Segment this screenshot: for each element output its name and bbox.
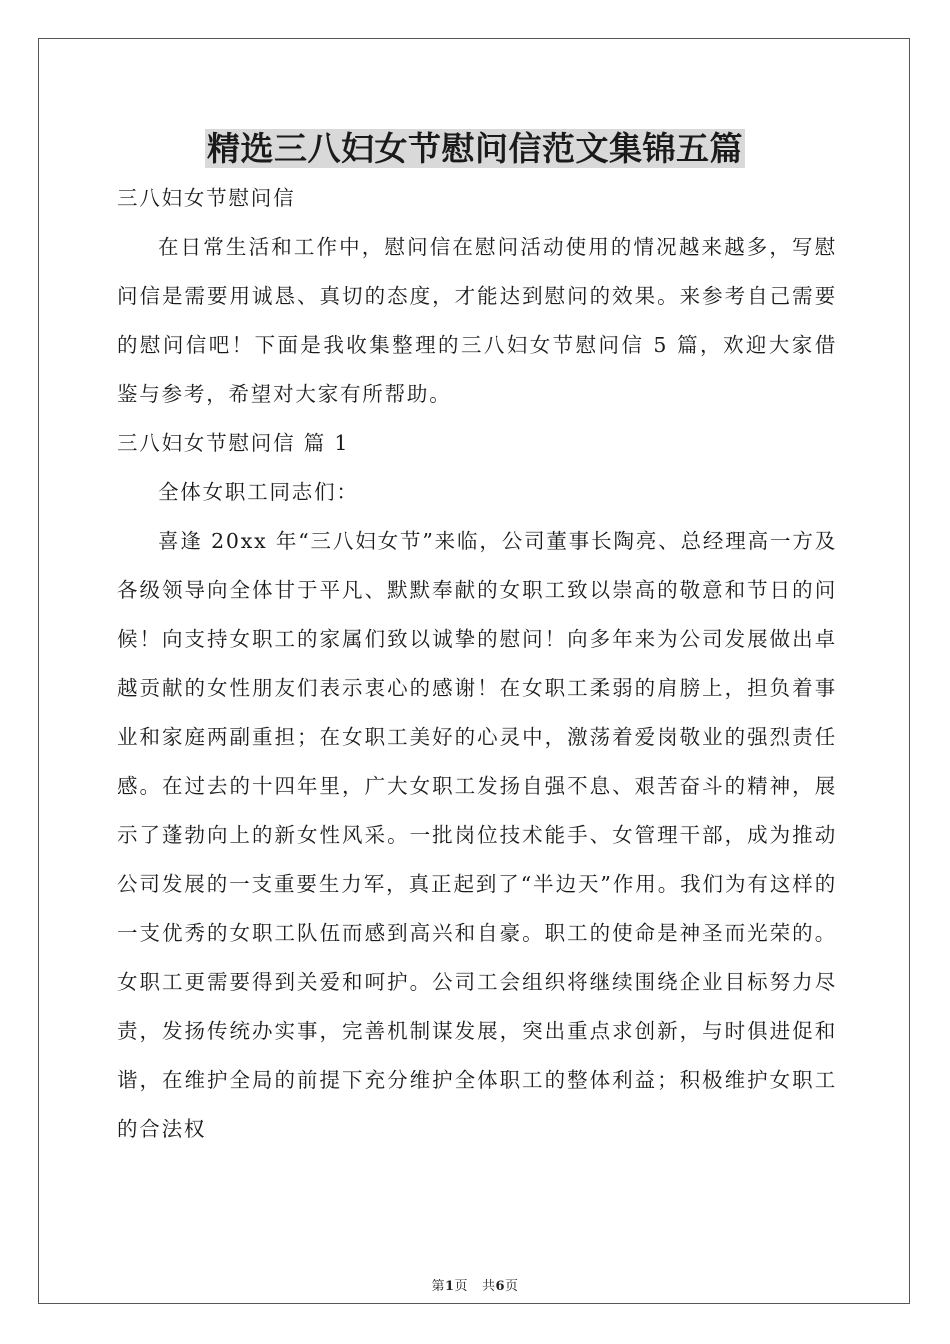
page-footer bbox=[0, 1275, 950, 1294]
page-prefix: 第 bbox=[431, 1279, 445, 1294]
total-pages: 6 bbox=[495, 1279, 506, 1294]
page-suffix: 页 bbox=[454, 1279, 469, 1294]
document-title-text: 精选三八妇女节慰问信范文集锦五篇 bbox=[207, 129, 743, 168]
document-body bbox=[117, 174, 837, 1154]
page-number: 1 bbox=[444, 1279, 455, 1294]
total-suffix: 页 bbox=[505, 1279, 519, 1294]
section-heading-letter-1: 三八妇女节慰问信 篇 1 bbox=[117, 431, 350, 455]
section-heading: 三八妇女节慰问信 bbox=[117, 186, 296, 210]
body-paragraph: 喜逢 20xx 年“三八妇女节”来临，公司董事长陶亮、总经理高一方及各级领导向全体甘于平凡、默默奉献的女职工致以崇高的敬意和节日的问候！向支持女职工的家属们致以诚挚的慰问！向多年来为公司发展做出卓越贡献的女性朋友们表示衷心的感谢！在女职工柔弱的肩膀上，担负着事业和家庭两副重担；在女职工美好的心灵中，激荡着爱岗敬业的强烈责任感。在过去的十四年里，广大女职工发扬自强不息、艰苦奋斗的精神，展示了蓬勃向上的新女性风采。一批岗位技术能手、女管理干部，成为推动公司发展的一支重要生力军，真正起到了“半边天”作用。我们为有这样的一支优秀的女职工队伍而感到高兴和自豪。职工的使命是神圣而光荣的。女职工更需要得到关爱和呵护。公司工会组织将继续围绕企业目标努力尽责，发扬传统办实事，完善机制谋发展，突出重点求创新，与时俱进促和谐，在维护全局的前提下充分维护全体职工的整体利益；积极维护女职工的合法权 bbox=[117, 529, 837, 1141]
intro-paragraph: 在日常生活和工作中，慰问信在慰问活动使用的情况越来越多，写慰问信是需要用诚恳、真切的态度，才能达到慰问的效果。来参考自己需要的慰问信吧！下面是我收集整理的三八妇女节慰问信 5 篇，欢迎大家借鉴与参考，希望对大家有所帮助。 bbox=[117, 235, 837, 406]
total-prefix: 共 bbox=[481, 1279, 496, 1294]
salutation: 全体女职工同志们： bbox=[158, 480, 359, 504]
document-title bbox=[0, 122, 950, 176]
